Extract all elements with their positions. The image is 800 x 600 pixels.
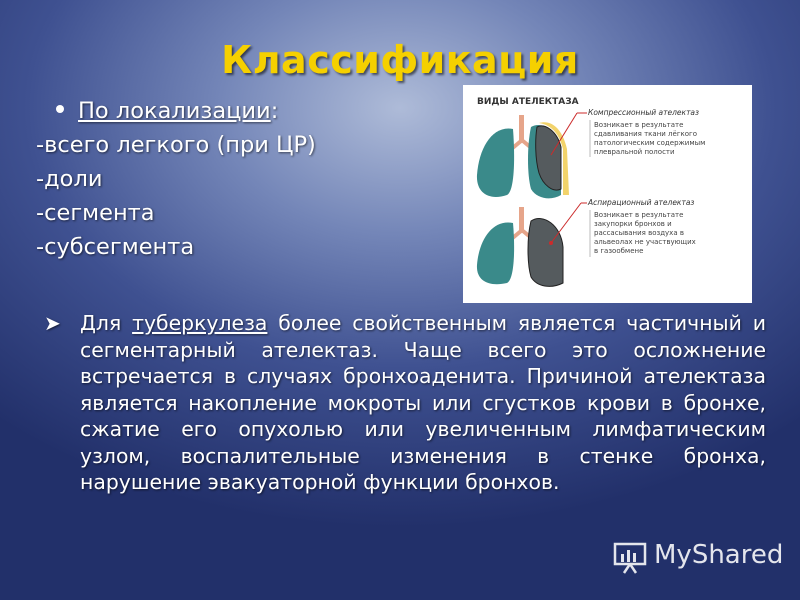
paragraph-lead: Для [80,311,133,335]
watermark-text: MyShared [654,540,784,570]
myshared-watermark [612,540,784,574]
compressive-desc-line: плевральной полости [594,148,675,156]
aspiration-desc-line: в газообмене [594,247,644,255]
aspiration-label: Аспирационный ателектаз [588,198,695,207]
atelectasis-illustration [463,85,752,303]
tuberculosis-paragraph [44,310,766,496]
compressive-desc-line: сдавливания ткани лёгкого [594,130,697,138]
aspiration-desc-line: рассасывания воздуха в [594,229,684,237]
aspiration-desc-line: закупорки бронхов и [594,220,672,228]
bullet-icon [56,105,64,113]
figure-title: ВИДЫ АТЕЛЕКТАЗА [477,97,579,107]
compressive-desc-line: Возникает в результате [594,121,684,129]
heading-colon: : [270,98,279,124]
list-item: -субсегмента [36,234,195,260]
arrow-bullet-icon: ➤ [44,311,61,335]
aspiration-desc-line: альвеолах не участвующих [594,238,696,246]
localization-list [36,94,316,264]
paragraph-text [80,310,766,496]
localization-heading-text: По локализации [78,98,271,124]
paragraph-rest: более свойственным является частичный и сегментарный ателектаз. Чаще всего это осложнение встречается в случаях бронхоаденита. Причиной ателектаза является накопление мокроты или сгустков крови в бронхе, сжатие его опухолью или увеличенным лимфатическим узлом, воспалительные изменения в стенке бронха, нарушение эвакуаторной функции бронхов. [80,311,766,494]
compressive-desc-line: патологическим содержимым [594,139,706,147]
list-item: -всего легкого (при ЦР) [36,132,316,158]
list-item: -доли [36,166,103,192]
aspiration-desc-line: Возникает в результате [594,211,684,219]
slide-title: Классификация [221,38,579,82]
localization-heading [36,94,316,128]
compressive-label: Компрессионный ателектаз [588,108,700,117]
paragraph-underlined-term: туберкулеза [132,311,268,335]
list-item: -сегмента [36,200,155,226]
atelectasis-figure [463,85,752,303]
presentation-board-icon [612,540,648,574]
